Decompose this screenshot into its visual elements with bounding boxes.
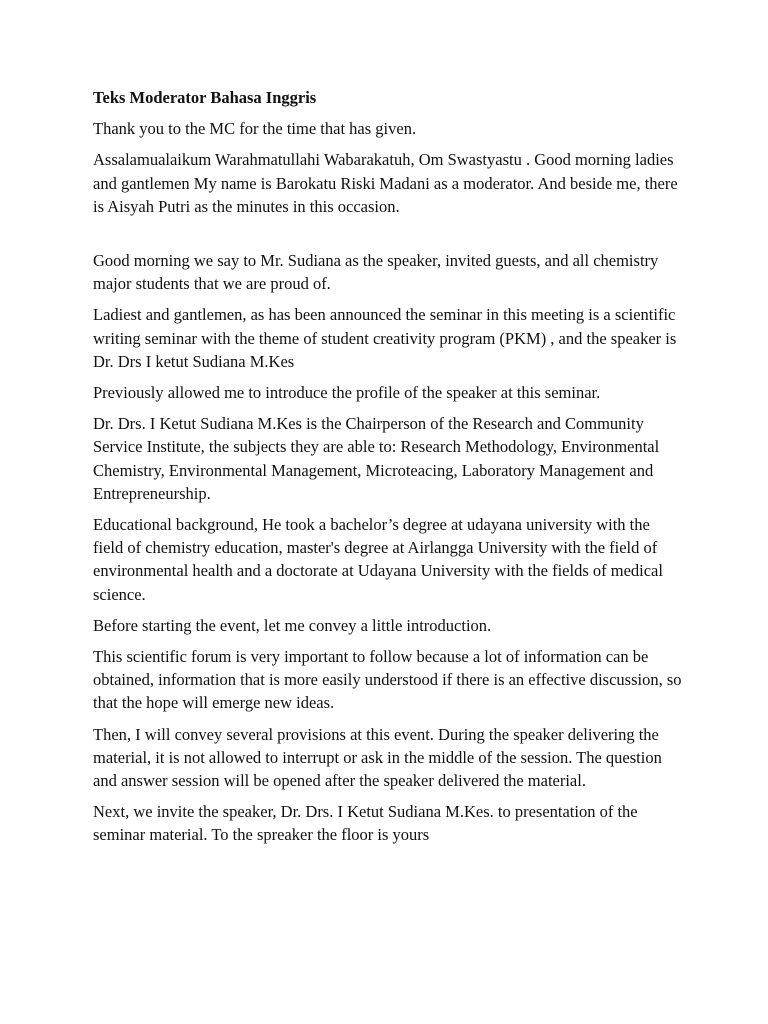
document-page	[93, 86, 683, 855]
paragraph-thanks: Thank you to the MC for the time that has given.	[93, 119, 417, 139]
paragraph-provisions: Then, I will convey several provisions at this event. During the speaker delivering the material, it is not allowed to interrupt or ask in the middle of the session. The question and answer session will be opened after the speaker delivered the material.	[93, 724, 662, 791]
document-title: Teks Moderator Bahasa Inggris	[93, 88, 317, 107]
paragraph-education: Educational background, He took a bachelor’s degree at udayana university with the field of chemistry education, master's degree at Airlangga University with the field of environmental health and a doctorate at Udayana University with the fields of medical science.	[93, 515, 663, 604]
paragraph-forum-importance: This scientific forum is very important to follow because a lot of information can be obtained, information that is more easily understood if there is an effective discussion, so that the hope will emerge new ideas.	[93, 647, 682, 713]
paragraph-invitation: Next, we invite the speaker, Dr. Drs. I Ketut Sudiana M.Kes. to presentation of the seminar material. To the spreaker the floor is yours	[93, 802, 638, 845]
paragraph-introduction: Before starting the event, let me convey a little introduction.	[93, 615, 492, 635]
paragraph-profile-intro: Previously allowed me to introduce the profile of the speaker at this seminar.	[93, 383, 601, 403]
paragraph-announcement: Ladiest and gantlemen, as has been announced the seminar in this meeting is a scientific writing seminar with the theme of student creativity program (PKM) , and the speaker is Dr. Drs I ketut Sudiana M.Kes	[93, 305, 677, 371]
paragraph-speaker-profile: Dr. Drs. I Ketut Sudiana M.Kes is the Chairperson of the Research and Community Service Institute, the subjects they are able to: Research Methodology, Environmental Chemistry, Environmental Management, Microteacing, Laboratory Management and Entrepreneurship.	[93, 414, 660, 503]
paragraph-greeting: Assalamualaikum Warahmatullahi Wabarakatuh, Om Swastyastu . Good morning ladies and gantlemen My name is Barokatu Riski Madani as a moderator. And beside me, there is Aisyah Putri as the minutes in this occasion.	[93, 150, 678, 216]
paragraph-welcome: Good morning we say to Mr. Sudiana as the speaker, invited guests, and all chemistry major students that we are proud of.	[93, 251, 659, 294]
